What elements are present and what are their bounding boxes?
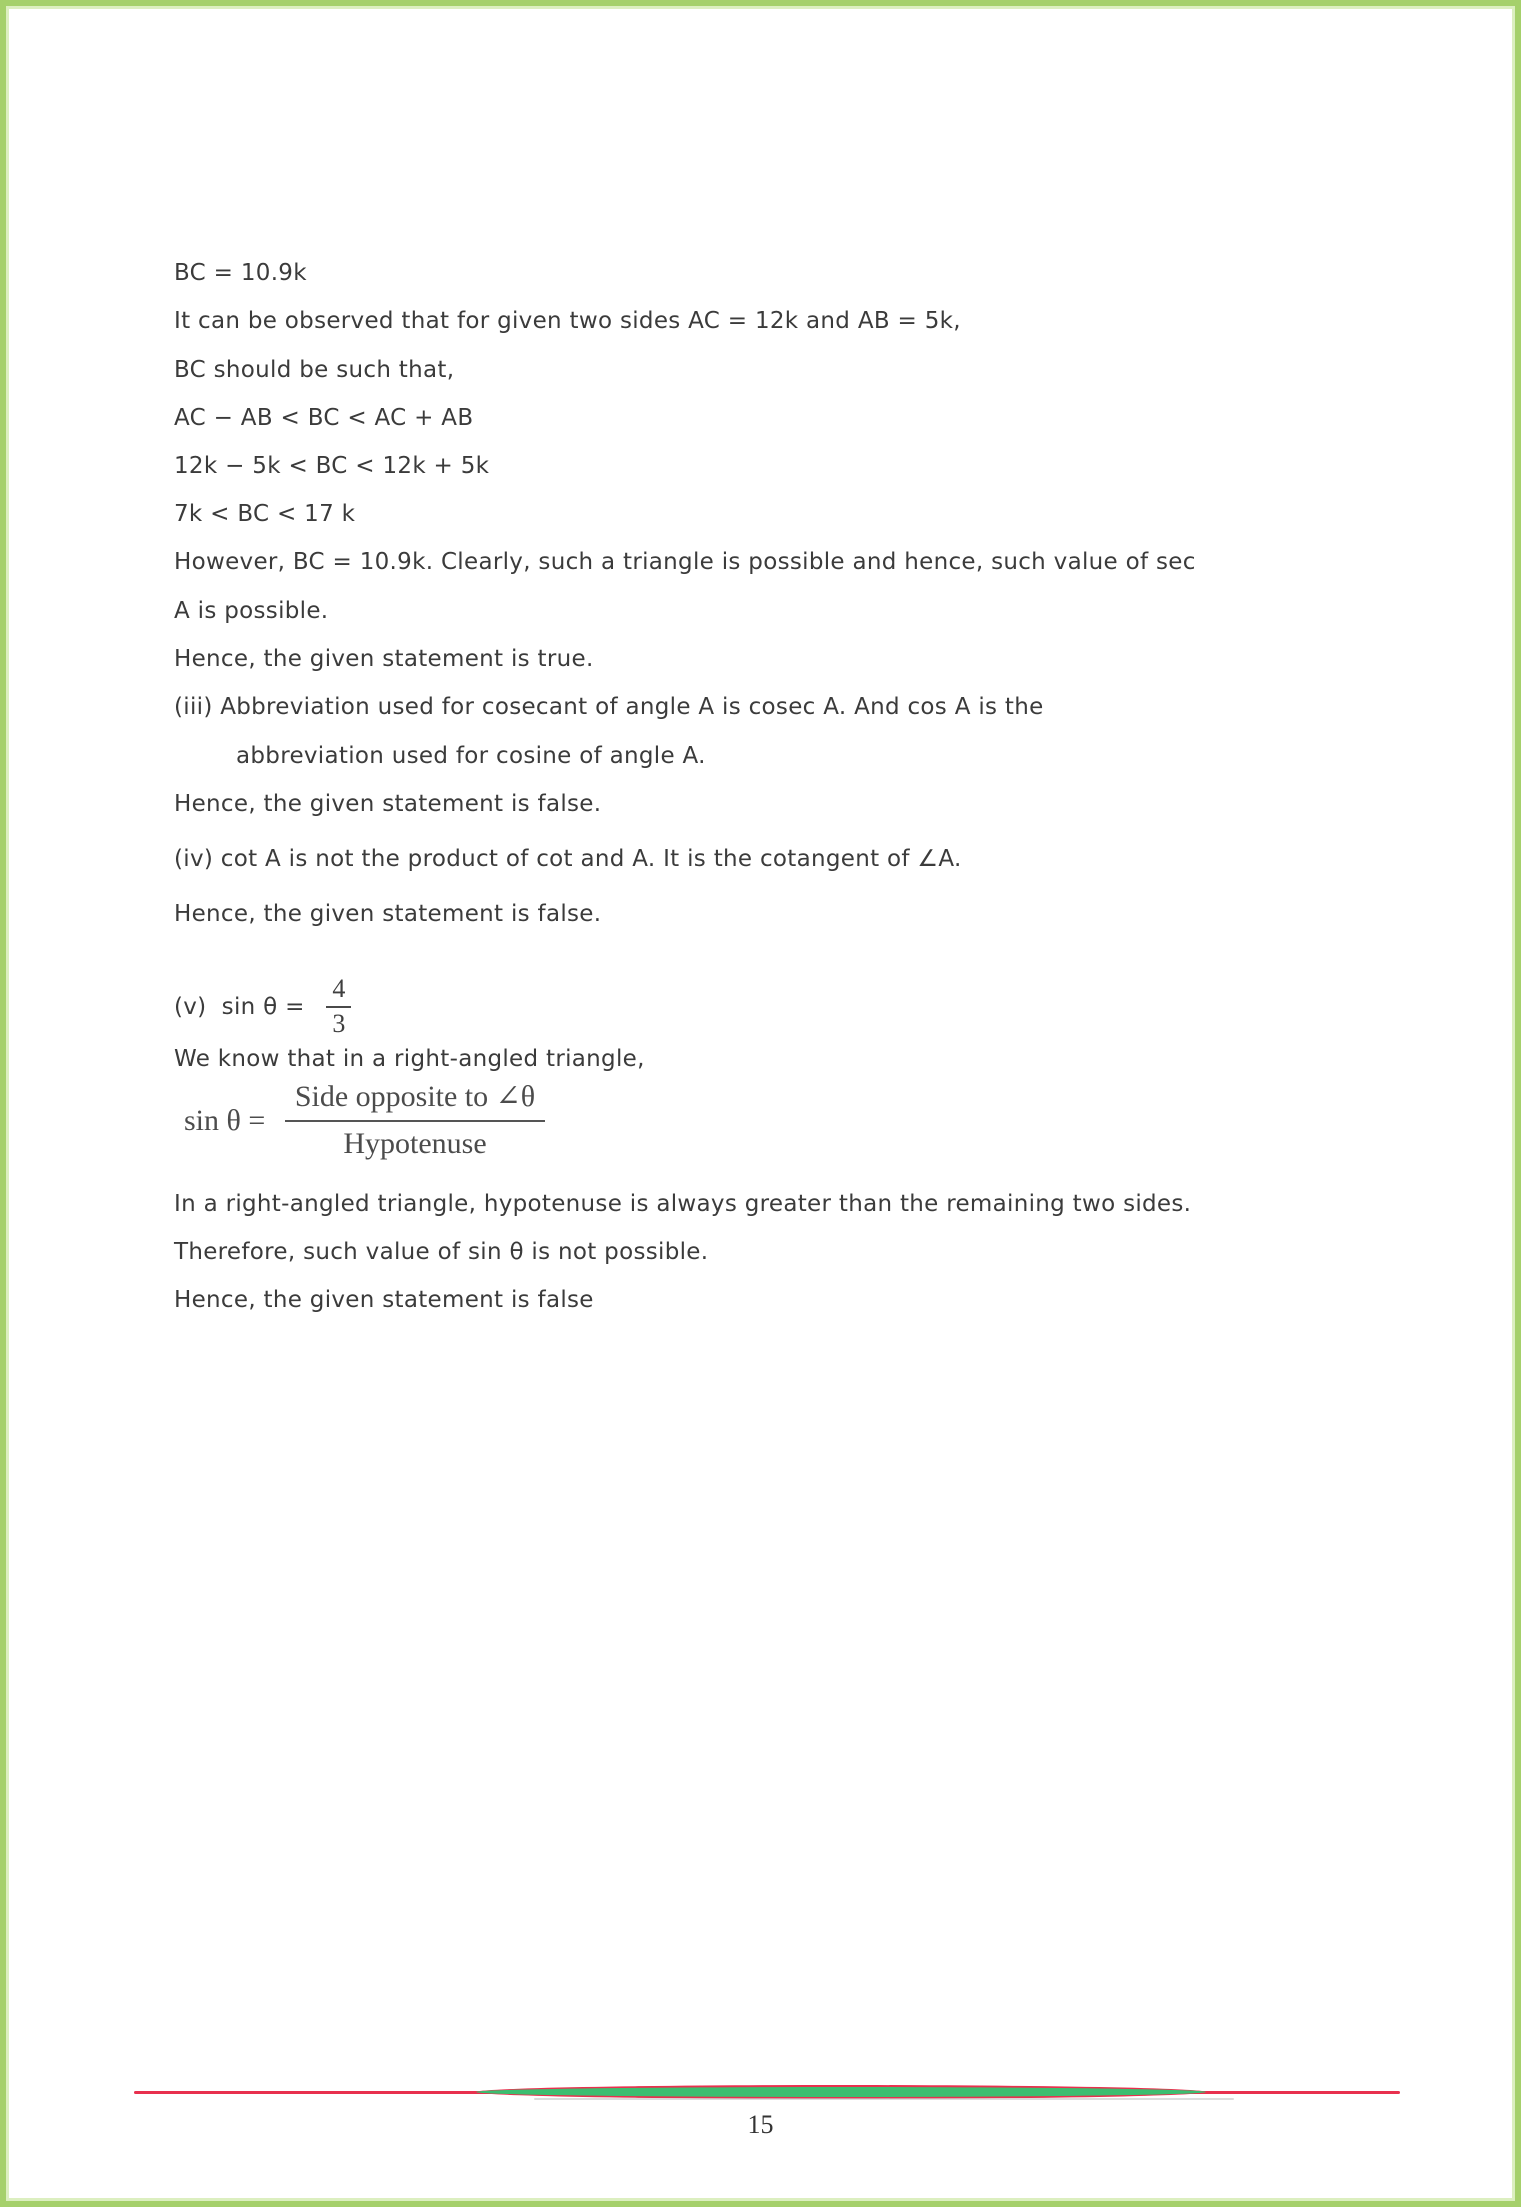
text-line: (iii) Abbreviation used for cosecant of angle A is cosec A. And cos A is the	[174, 694, 1044, 720]
text-line: BC = 10.9k	[174, 260, 307, 286]
text-line: A is possible.	[174, 598, 329, 624]
fraction-denominator: 3	[332, 1009, 346, 1038]
sin-theta-equation	[184, 1080, 545, 1161]
statement-v	[174, 968, 351, 1046]
fraction-numerator: 4	[326, 975, 351, 1008]
text-line: Hence, the given statement is true.	[174, 646, 594, 672]
text-line: BC should be such that,	[174, 357, 455, 383]
equation-denominator: Hypotenuse	[343, 1126, 487, 1160]
footer-divider	[134, 2084, 1400, 2100]
text-line: (iv) cot A is not the product of cot and A. It is the cotangent of ∠A.	[174, 846, 962, 872]
divider-shadow-line	[534, 2098, 1234, 2100]
text-line: 7k < BC < 17 k	[174, 501, 356, 527]
text-line: abbreviation used for cosine of angle A.	[236, 743, 706, 769]
divider-green-lens	[476, 2085, 1206, 2099]
text-line: Hence, the given statement is false.	[174, 791, 602, 817]
equation-lhs: sin θ =	[184, 1103, 273, 1137]
text-line: In a right-angled triangle, hypotenuse is always greater than the remaining two sides.	[174, 1191, 1192, 1217]
text-line: AC − AB < BC < AC + AB	[174, 405, 474, 431]
text-line: 12k − 5k < BC < 12k + 5k	[174, 453, 490, 479]
text-line: Therefore, such value of sin θ is not possible.	[174, 1239, 709, 1265]
text-line: Hence, the given statement is false.	[174, 901, 602, 927]
text-line: Hence, the given statement is false	[174, 1287, 594, 1313]
page-number: 15	[747, 2110, 774, 2139]
equation-numerator: Side opposite to ∠θ	[285, 1080, 545, 1122]
text-line: However, BC = 10.9k. Clearly, such a triangle is possible and hence, such value of sec	[174, 549, 1196, 575]
statement-v-label: (v) sin θ =	[174, 994, 313, 1020]
text-line: It can be observed that for given two sides AC = 12k and AB = 5k,	[174, 308, 961, 334]
fraction-four-thirds	[326, 975, 351, 1038]
text-line: We know that in a right-angled triangle,	[174, 1046, 645, 1072]
equation-fraction	[285, 1080, 545, 1161]
